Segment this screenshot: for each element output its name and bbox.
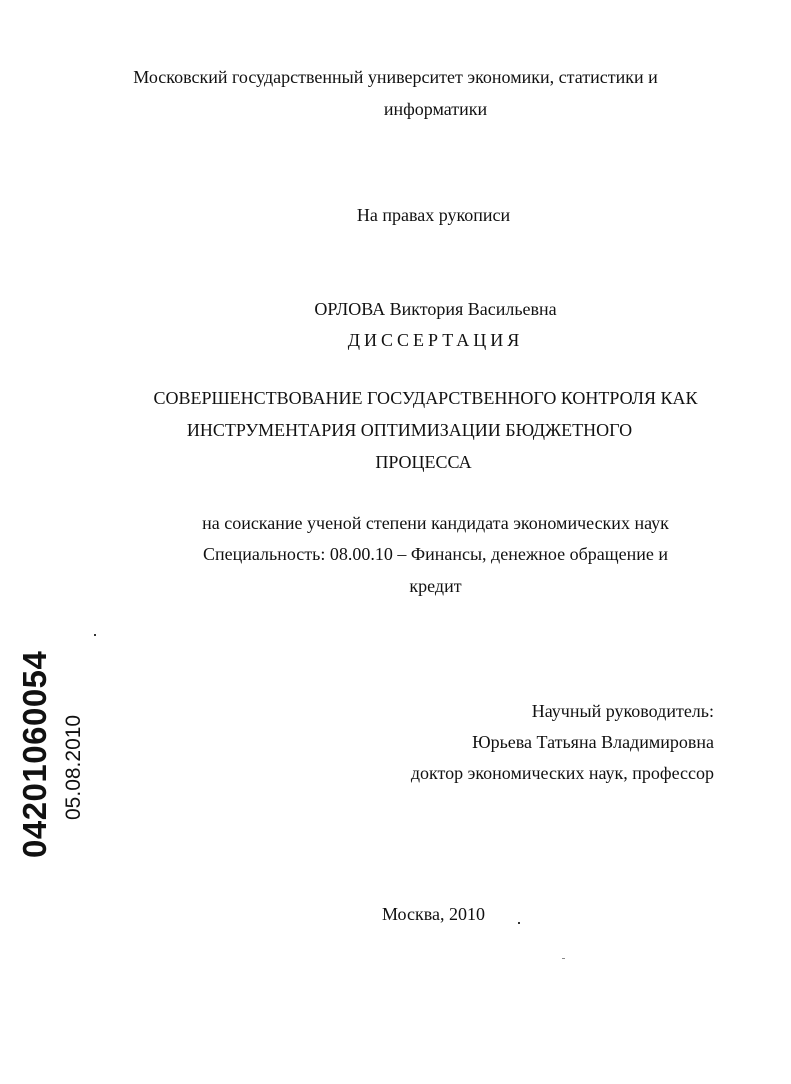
university-line-2: информатики [383,99,488,119]
supervisor-name: Юрьева Татьяна Владимировна [472,732,714,752]
title-line-3: ПРОЦЕССА [375,452,472,472]
degree-line-1: на соискание ученой степени кандидата экономических наук [202,513,669,533]
manuscript-note: На правах рукописи [356,205,511,225]
university-line-1: Московский государственный университет экономики, статистики и [133,67,658,87]
scan-speck [518,922,520,924]
degree-line-3: кредит [409,576,462,596]
scan-speck [562,958,565,959]
title-line-2: ИНСТРУМЕНТАРИЯ ОПТИМИЗАЦИИ БЮДЖЕТНОГО [186,420,633,440]
author-name: ОРЛОВА Виктория Васильевна [314,299,557,319]
registration-stamp-date: 05.08.2010 [62,714,85,820]
registration-stamp-id: 04201060054 [16,650,53,858]
supervisor-credentials: доктор экономических наук, профессор [410,763,714,783]
document-type: ДИССЕРТАЦИЯ [347,330,524,350]
scan-speck [94,634,96,636]
place-year: Москва, 2010 [382,904,485,924]
supervisor-label: Научный руководитель: [531,701,714,721]
title-line-1: СОВЕРШЕНСТВОВАНИЕ ГОСУДАРСТВЕННОГО КОНТРОЛЯ КАК [153,388,698,408]
degree-line-2: Специальность: 08.00.10 – Финансы, денежное обращение и [202,544,668,564]
